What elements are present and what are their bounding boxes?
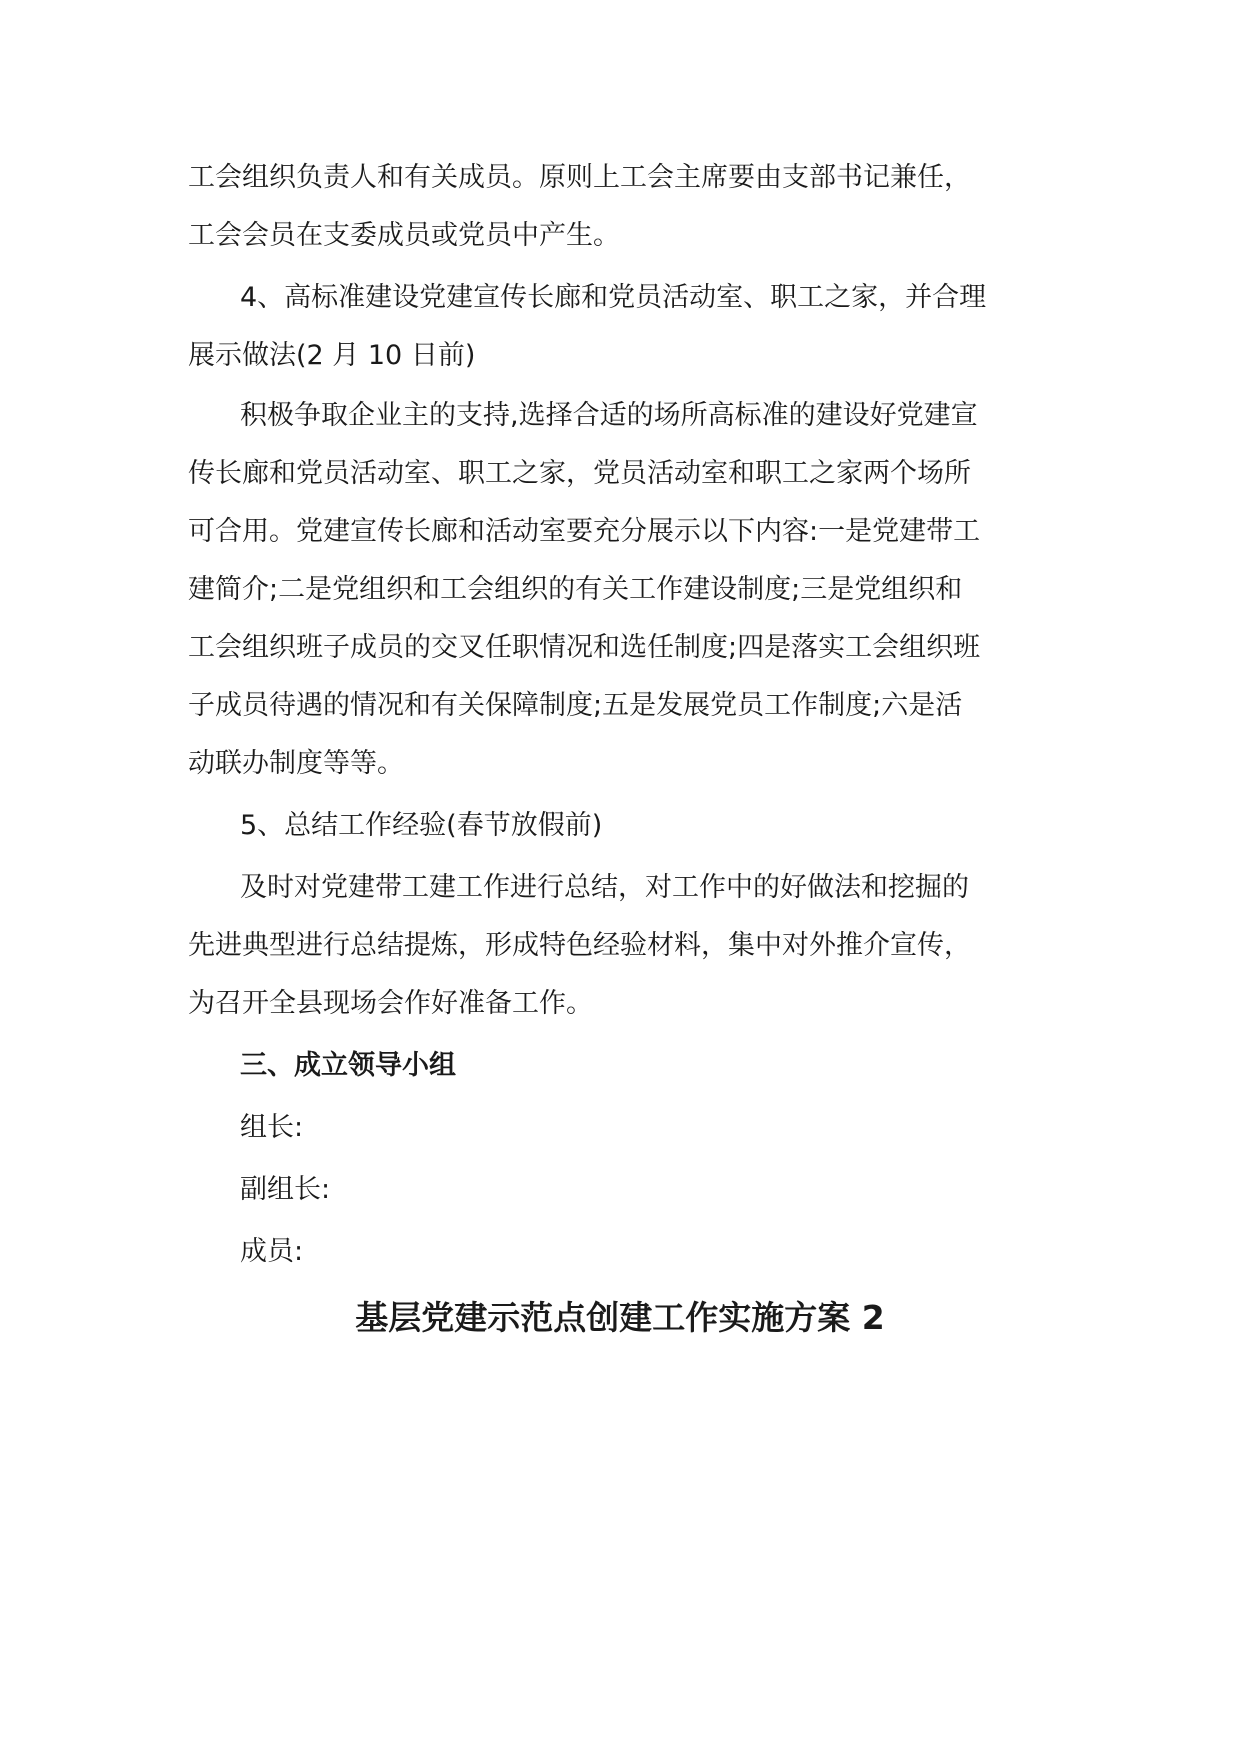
paragraph-4-line-1: 5、总结工作经验(春节放假前) xyxy=(240,810,603,841)
paragraph-3-line-6: 子成员待遇的情况和有关保障制度;五是发展党员工作制度;六是活 xyxy=(188,690,963,721)
paragraph-2-line-2: 展示做法(2 月 10 日前) xyxy=(188,340,476,371)
paragraph-3-line-3: 可合用。党建宣传长廊和活动室要充分展示以下内容:一是党建带工 xyxy=(188,516,981,547)
role-members: 成员: xyxy=(240,1236,304,1267)
paragraph-3-line-5: 工会组织班子成员的交叉任职情况和选任制度;四是落实工会组织班 xyxy=(188,632,981,663)
paragraph-1-line-1: 工会组织负责人和有关成员。原则上工会主席要由支部书记兼任， xyxy=(188,162,971,193)
paragraph-5-line-1: 及时对党建带工建工作进行总结，对工作中的好做法和挖掘的 xyxy=(240,872,969,903)
paragraph-3-line-1: 积极争取企业主的支持,选择合适的场所高标准的建设好党建宣 xyxy=(240,400,978,431)
role-leader: 组长: xyxy=(240,1112,304,1143)
paragraph-3-line-4: 建简介;二是党组织和工会组织的有关工作建设制度;三是党组织和 xyxy=(188,574,963,605)
paragraph-5-line-2: 先进典型进行总结提炼，形成特色经验材料，集中对外推介宣传， xyxy=(188,930,971,961)
paragraph-3-line-2: 传长廊和党员活动室、职工之家，党员活动室和职工之家两个场所 xyxy=(188,458,971,489)
paragraph-2-line-1: 4、高标准建设党建宣传长廊和党员活动室、职工之家，并合理 xyxy=(240,282,987,313)
document-title: 基层党建示范点创建工作实施方案 2 xyxy=(355,1298,885,1337)
paragraph-3-line-7: 动联办制度等等。 xyxy=(188,748,404,779)
paragraph-5-line-3: 为召开全县现场会作好准备工作。 xyxy=(188,988,593,1019)
section-heading: 三、成立领导小组 xyxy=(240,1050,456,1081)
paragraph-1-line-2: 工会会员在支委成员或党员中产生。 xyxy=(188,220,620,251)
role-deputy-leader: 副组长: xyxy=(240,1174,331,1205)
